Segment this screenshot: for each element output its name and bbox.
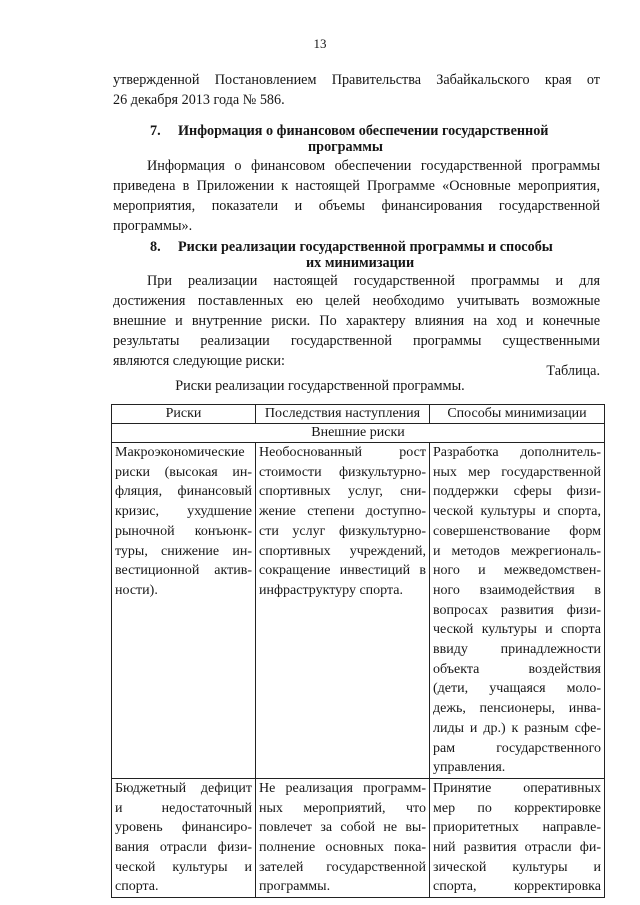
cell-line: приоритетных направле- <box>433 820 601 836</box>
risk-cell <box>112 443 256 779</box>
cell-line: спорта, корректировка <box>433 879 601 895</box>
cell-line: спорта. <box>115 879 159 895</box>
cell-line: ческой культуры и спорта, <box>433 504 601 520</box>
cell-line: Бюджетный дефицит <box>115 780 252 796</box>
page-number: 13 <box>313 36 327 51</box>
text-line: утвержденной Постановлением Правительства Забайкальского края от <box>113 72 600 88</box>
cell-line: фляция, финансовый <box>115 484 252 500</box>
section-title: Риски реализации государственной программы и способы <box>178 239 553 255</box>
text-line: При реализации настоящей государственной программы и для <box>147 273 600 289</box>
cell-line: ввиду принадлежности <box>433 642 601 658</box>
cell-line: ний развития отрасли фи- <box>433 840 601 856</box>
cell-line: и недостаточный <box>115 800 252 816</box>
cell-line: программы. <box>259 879 331 895</box>
cell-line: ных мер государственной <box>433 464 601 480</box>
table-row <box>112 443 605 779</box>
column-header-mitigation: Способы минимизации <box>430 405 605 424</box>
text-line: являются следующие риски: <box>113 353 285 369</box>
group-title: Внешние риски <box>112 424 605 443</box>
table-group-row <box>112 424 605 443</box>
cell-line: совершенствование форм <box>433 523 601 539</box>
cell-line: ности). <box>115 582 158 598</box>
text-line: 26 декабря 2013 года № 586. <box>113 92 285 108</box>
table-row <box>112 778 605 897</box>
cell-line: зателей государственной <box>259 859 426 875</box>
cell-line: и методов межрегиональ- <box>433 543 601 559</box>
consequence-cell <box>256 443 430 779</box>
text-line: программы». <box>113 218 193 234</box>
cell-line: (дети, учащаяся моло- <box>433 681 601 697</box>
cell-line: Необоснованный рост <box>259 445 426 460</box>
cell-line: спортивных услуг, сни- <box>259 484 426 500</box>
cell-line: Макроэкономические <box>115 445 245 460</box>
cell-line: объекта воздействия <box>433 661 601 677</box>
intro-paragraph <box>113 70 600 110</box>
cell-line: риски (высокая ин- <box>115 464 252 480</box>
cell-line: повлечет за собой не вы- <box>259 820 426 836</box>
cell-line: ного и межведомствен- <box>433 563 601 579</box>
cell-line: туры, снижение ин- <box>115 543 252 559</box>
cell-line: спортивных учреждений, <box>259 543 426 559</box>
cell-line: ного взаимодействия в <box>433 582 601 598</box>
cell-line: ческой культуры и спорта <box>433 622 601 638</box>
cell-line: кризис, ухудшение <box>115 504 252 520</box>
section-number: 8. <box>150 239 161 255</box>
table-caption: Риски реализации государственной программы. <box>175 378 465 394</box>
cell-line: дежь, пенсионеры, инва- <box>433 701 601 717</box>
section-title-continuation: их минимизации <box>306 255 415 271</box>
text-line: достижения поставленных ею целей необходимо учитывать возможные <box>113 293 600 309</box>
section-8-paragraph <box>113 271 600 371</box>
table-header-row <box>112 405 605 424</box>
cell-line: Не реализация программ- <box>259 780 426 796</box>
risks-table <box>111 404 605 898</box>
text-line: приведена в Приложении к настоящей Программе «Основные мероприятия, <box>113 178 600 194</box>
cell-line: сти услуг физкультурно- <box>259 523 426 539</box>
cell-line: Принятие оперативных <box>433 780 601 796</box>
text-line: Информация о финансовом обеспечении государственной программы <box>147 158 600 174</box>
cell-line: зической культуры и <box>433 859 601 875</box>
cell-line: рам государственного <box>433 740 601 756</box>
text-line: результаты реализации государственной программы существенными <box>113 333 600 349</box>
section-title: Информация о финансовом обеспечении государственной <box>178 123 549 139</box>
column-header-consequences: Последствия наступления <box>256 405 430 424</box>
cell-line: вопросах развития физи- <box>433 602 601 618</box>
cell-line: уровень финансиро- <box>115 820 252 836</box>
column-header-risks: Риски <box>112 405 256 424</box>
cell-line: стоимости физкультурно- <box>259 464 426 480</box>
cell-line: вестиционной актив- <box>115 563 252 579</box>
mitigation-cell <box>430 778 605 897</box>
cell-line: ческой культуры и <box>115 859 252 875</box>
cell-line: управления. <box>433 760 506 776</box>
table-label: Таблица. <box>546 363 600 379</box>
cell-line: жение степени доступно- <box>259 504 426 520</box>
mitigation-cell <box>430 443 605 779</box>
section-number: 7. <box>150 123 161 139</box>
cell-line: ных мероприятий, что <box>259 800 426 816</box>
text-line: внешние и внутренние риски. По характеру влияния на ход и конечные <box>113 313 600 329</box>
section-7-paragraph <box>113 156 600 236</box>
risk-cell <box>112 778 256 897</box>
cell-line: полнение основных пока- <box>259 840 426 856</box>
cell-line: сокращение инвестиций в <box>259 563 426 579</box>
cell-line: мер по корректировке <box>433 800 601 816</box>
cell-line: Разработка дополнитель- <box>433 445 601 460</box>
text-line: мероприятия, показатели и объемы финансирования государственной <box>113 198 600 214</box>
cell-line: лиды и др.) к разным сфе- <box>433 720 601 736</box>
cell-line: поддержки сферы физи- <box>433 484 601 500</box>
consequence-cell <box>256 778 430 897</box>
cell-line: рыночной конъюнк- <box>115 523 252 539</box>
cell-line: инфраструктуру спорта. <box>259 582 403 598</box>
cell-line: вания отрасли физи- <box>115 840 252 856</box>
section-title-continuation: программы <box>308 139 383 155</box>
